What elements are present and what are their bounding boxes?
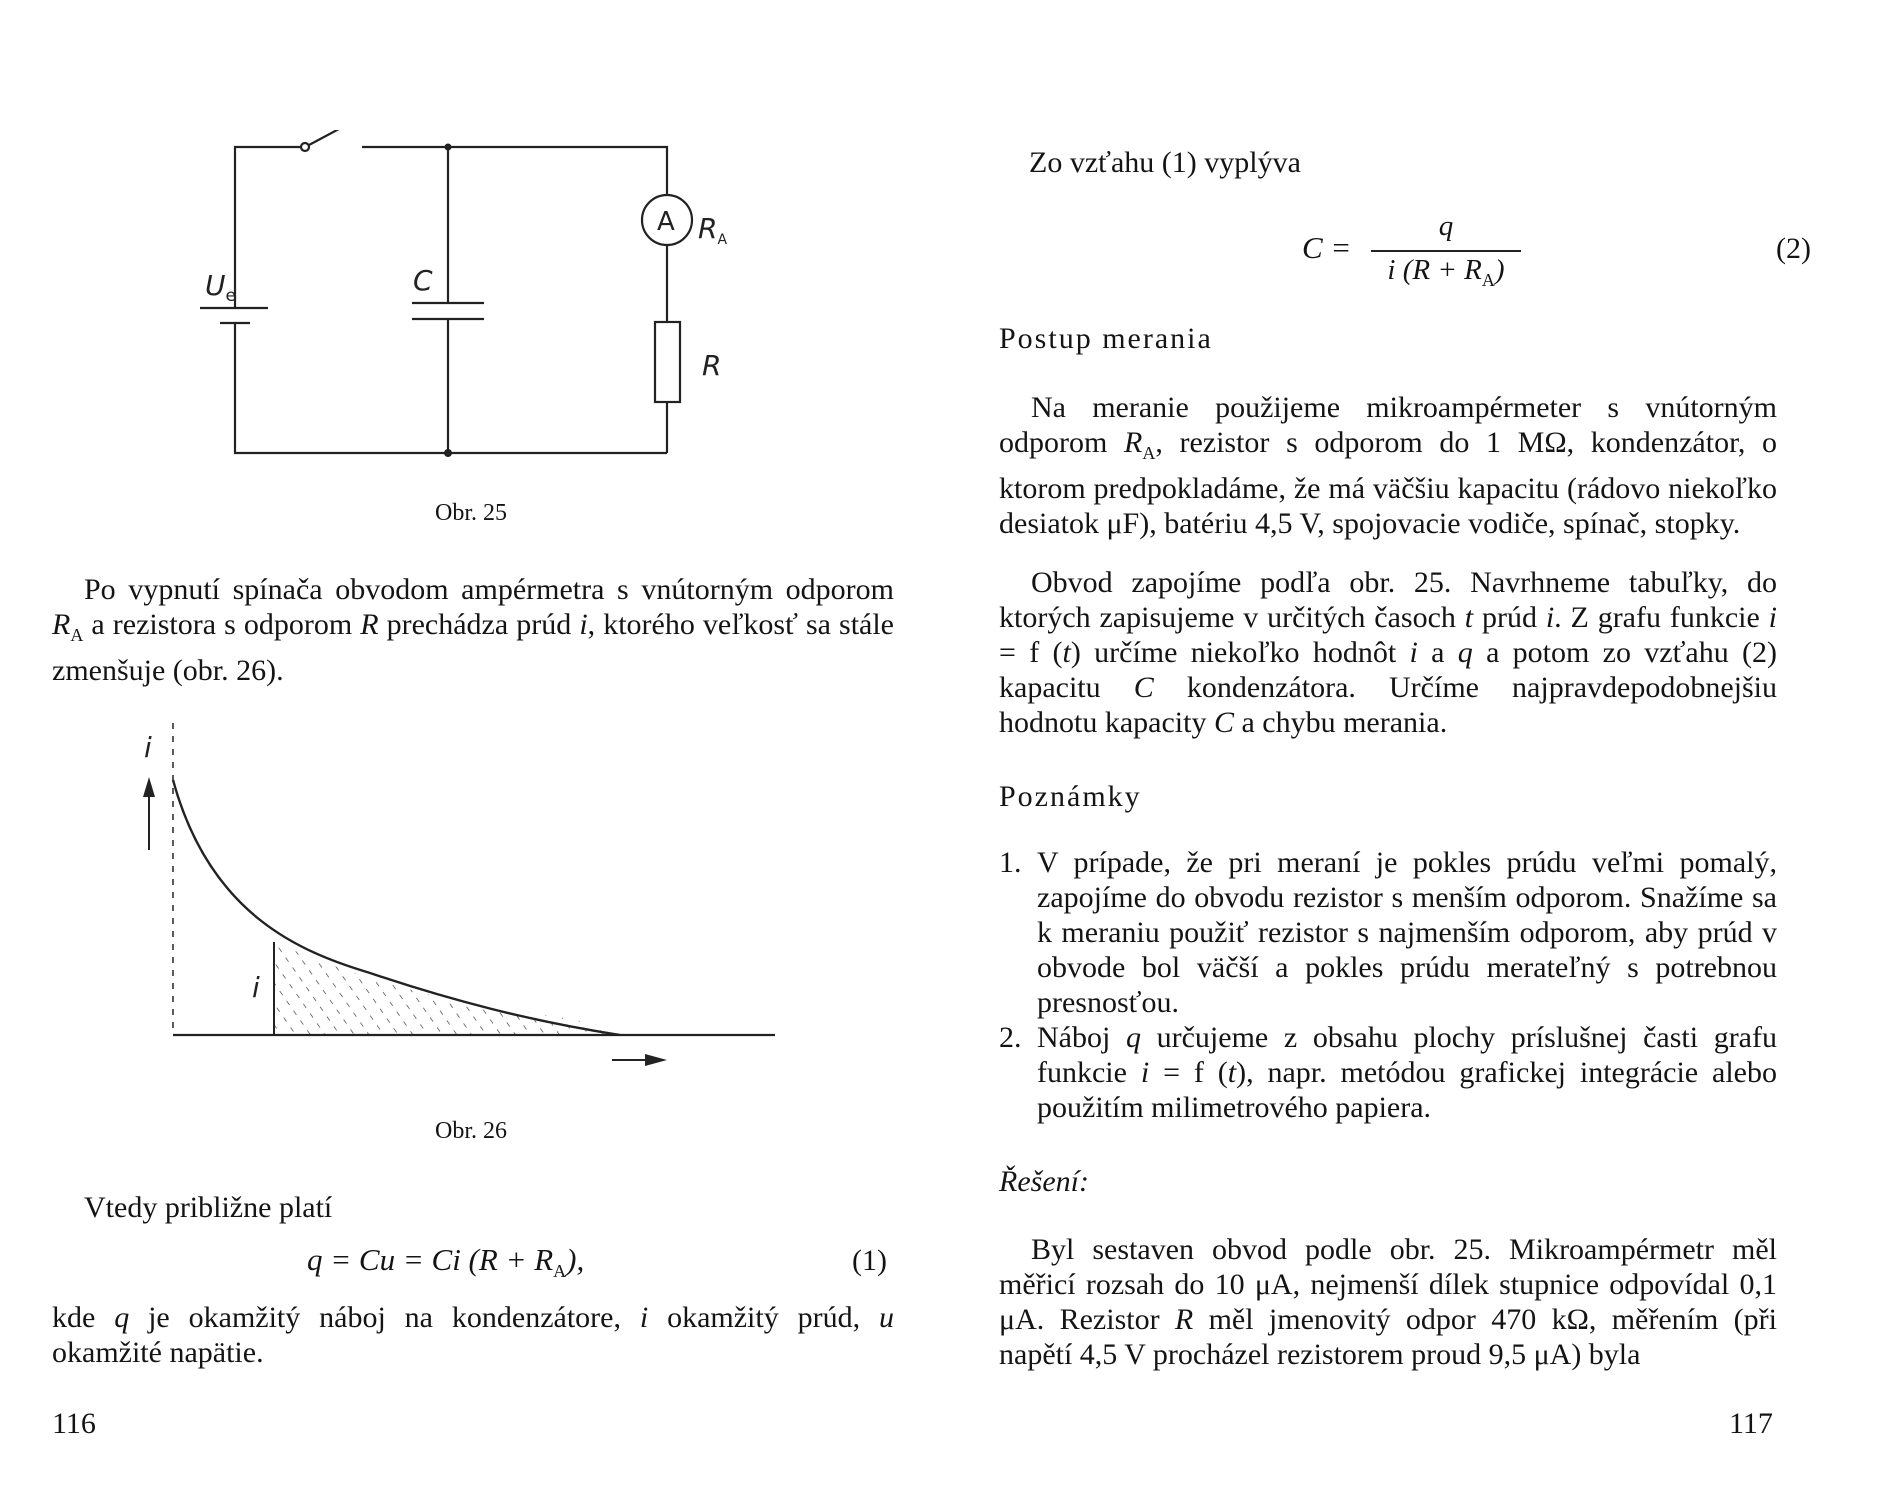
equation-2-number: (2)	[1776, 232, 1811, 265]
section-title-reseni: Řešení:	[999, 1165, 1089, 1198]
note-2-text: Náboj q určujeme z obsahu plochy príslušnej časti grafu funkcie i = f (t), napr. metódou grafickej integrácie alebo použitím milimetrového papiera.	[1037, 1021, 1777, 1124]
section-title-postup: Postup merania	[999, 322, 1213, 355]
wire-left-lower	[235, 323, 435, 453]
x-arrow-head	[645, 1054, 667, 1066]
equation-2-denominator: i $(R + R_A)$	[1387, 254, 1505, 290]
right-paragraph-1: Na meranie použijeme mikroampérmeter s vnútorným odporom $R_A$, rezistor s odporom do 1 MΩ, kondenzátor, o ktorom predpokladáme, že má väčšiu kapacitu (rádovo niekoľko desiatok μF), batériu 4,5 V, spojovacie vodiče, spínač, stopky.	[999, 391, 1778, 540]
resistor-symbol	[655, 322, 680, 402]
page-number-left: 116	[52, 1407, 96, 1440]
equation-2-fraction-bar	[1371, 250, 1521, 252]
solution-paragraph: Byl sestaven obvod podle obr. 25. Mikroampérmetr měl měřicí rozsah do 10 μA, nejmenší dílek stupnice odpovídal 0,1 μA. Rezistor R měl jmenovitý odpor 470 kΩ, měřením (při napětí 4,5 V procházel rezistorem proud 9,5 μA) byla	[999, 1233, 1777, 1371]
label-ra: $R_A$	[698, 212, 728, 248]
label-ammeter: A	[657, 207, 675, 237]
section-title-poznamky: Poznámky	[999, 780, 1142, 813]
label-r: R	[702, 349, 722, 382]
label-ue: $U_e$	[205, 269, 236, 306]
equation-1: q = Cu = Ci $(R + R_A)$,	[307, 1242, 585, 1282]
figure-25-circuit	[180, 130, 780, 470]
wire-top-left	[235, 147, 301, 175]
note-1-number: 1.	[999, 846, 1022, 879]
figure-26-caption: Obr. 26	[435, 1118, 507, 1144]
label-i-segment: i	[252, 971, 260, 1004]
switch-blade	[309, 130, 352, 145]
left-paragraph-1: Po vypnutí spínača obvodom ampérmetra s vnútorným odporom $R_A$ a rezistora s odporom R prechádza prúd i, ktorého veľkosť sa stále zmenšuje (obr. 26).	[52, 573, 895, 687]
equation-1-number: (1)	[852, 1244, 887, 1277]
equation-2-numerator: q	[1438, 210, 1454, 242]
figure-26-graph	[130, 715, 790, 1075]
switch-terminal	[301, 143, 309, 151]
figure-25-caption: Obr. 25	[435, 500, 507, 526]
y-arrow-head	[143, 777, 155, 797]
note-2-number: 2.	[999, 1021, 1022, 1054]
junction-bottom	[444, 449, 452, 457]
left-paragraph-3: kde q je okamžitý náboj na kondenzátore, i okamžitý prúd, u okamžité napätie.	[52, 1301, 894, 1369]
junction-top	[445, 144, 452, 151]
page-number-right: 117	[1729, 1407, 1773, 1440]
equation-2-lhs: C =	[1302, 230, 1352, 265]
left-paragraph-2: Vtedy približne platí	[84, 1191, 333, 1224]
charge-area	[274, 942, 630, 1035]
wire-right-upper	[587, 147, 667, 195]
label-c: C	[413, 264, 433, 297]
right-page	[939, 0, 1878, 1501]
note-1-text: V prípade, že pri meraní je pokles prúdu veľmi pomalý, zapojíme do obvodu rezistor s menším odporom. Snažíme sa k meraniu použiť rezistor s najmenším odporom, aby prúd v obvode bol väčší a pokles prúdu merateľný s potrebnou presnosťou.	[1037, 846, 1777, 1019]
label-i-axis: i	[144, 731, 152, 764]
right-paragraph-2: Obvod zapojíme podľa obr. 25. Navrhneme tabuľky, do ktorých zapisujeme v určitých časoch t prúd i. Z grafu funkcie i = f (t) určíme niekoľko hodnôt i a q a potom zo vzťahu (2) kapacitu C kondenzátora. Určíme najpravdepodobnejšiu hodnotu kapacity C a chybu merania.	[999, 566, 1777, 739]
right-intro: Zo vzťahu (1) vyplýva	[1029, 146, 1301, 179]
